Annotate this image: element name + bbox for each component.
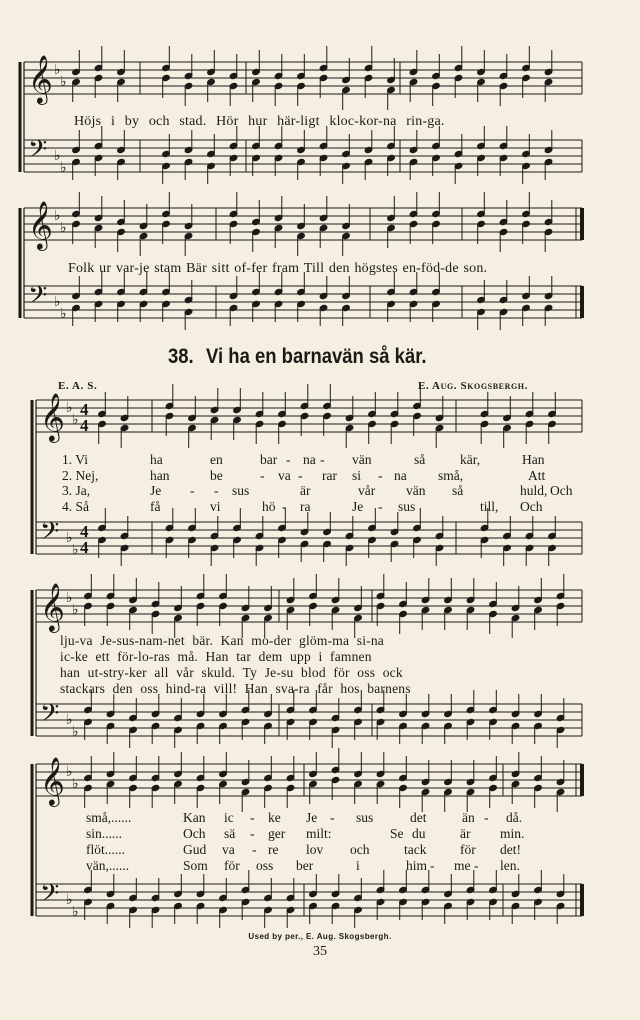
lyric-syllable: för [224, 858, 240, 873]
lyric-syllable: - [430, 858, 435, 873]
lyric-syllable: vi [210, 498, 221, 514]
time-signature: 4 [80, 400, 89, 419]
flat-icon: ♭ [72, 905, 79, 920]
lyric-syllable: Kan [183, 810, 206, 825]
lyric-syllable: för [460, 842, 476, 857]
lyric-syllable: - [250, 810, 255, 825]
treble-clef-icon: 𝄞 [28, 200, 53, 249]
lyric-syllable: så [452, 483, 464, 498]
lyric-syllable: Se [390, 826, 404, 841]
lyric-syllable: en [210, 452, 223, 467]
flat-icon: ♭ [54, 209, 61, 224]
system-1-r1-verse-1 [0, 452, 640, 468]
system-1-r2-verse-1 [0, 468, 640, 484]
lyric-syllable: till, [480, 498, 499, 514]
flat-icon: ♭ [66, 401, 73, 416]
composer-credit: E. Aug. Skogsbergh. [418, 380, 528, 392]
treble-clef-icon: 𝄞 [28, 54, 53, 103]
lyric-syllable: små, [438, 467, 464, 483]
flat-icon: ♭ [60, 307, 67, 322]
lyric-syllable: - [330, 810, 335, 825]
lyric-syllable: 3. Ja, [62, 483, 91, 498]
lyric-syllable: ra [300, 498, 311, 514]
lyric-syllable: sä [224, 826, 236, 841]
flat-icon: ♭ [60, 161, 67, 176]
lyric-syllable: vår [358, 483, 376, 498]
lyric-syllable: - [190, 483, 195, 498]
hymn-title-text: Vi ha en barnavän så kär. [206, 345, 427, 368]
lyric-syllable: - [282, 498, 287, 514]
system-3-verse-3 [0, 842, 640, 858]
flat-icon: ♭ [72, 725, 79, 740]
lyric-syllable: - [214, 483, 219, 498]
lyric-syllable: va [278, 467, 291, 483]
time-signature: 4 [80, 416, 89, 435]
flat-icon: ♭ [60, 75, 67, 90]
lyric-syllable: - [378, 467, 383, 483]
lyric-syllable: kär, [460, 452, 481, 467]
system-3-verse-2 [0, 826, 640, 842]
lyric-syllable: ger [268, 826, 286, 841]
lyric-syllable: - [250, 826, 255, 841]
lyric-syllable: len. [500, 858, 520, 873]
flat-icon: ♭ [66, 893, 73, 908]
bass-clef-icon: 𝄢 [40, 699, 60, 734]
lyric-syllable: Att [528, 467, 546, 483]
system-3-verse-4 [0, 858, 640, 874]
treble-clef-icon: 𝄞 [40, 392, 65, 441]
lyric-syllable: är [460, 826, 471, 841]
footer-credit: Used by per., E. Aug. Skogsbergh. [248, 932, 392, 941]
lyric-syllable: tack [404, 842, 427, 857]
lyric-syllable: bar [260, 452, 278, 467]
flat-icon: ♭ [72, 603, 79, 618]
lyric-syllable: be [210, 467, 223, 483]
lyric-syllable: Och [550, 483, 573, 498]
page-number: 35 [313, 944, 327, 959]
treble-clef-icon: 𝄞 [40, 756, 65, 805]
lyric-syllable: - [320, 452, 325, 467]
lyric-syllable: du [412, 826, 426, 841]
treble-clef-icon: 𝄞 [40, 582, 65, 631]
lyric-syllable: Je [306, 810, 318, 825]
author-credit: E. A. S. [58, 380, 98, 392]
time-signature: 4 [80, 522, 89, 541]
system-2-verse-4: stackars den oss hind-ra vill! Han sva-ra får hos barnens [60, 681, 411, 696]
lyric-syllable: ber [296, 858, 314, 873]
lyric-syllable: sus [398, 498, 416, 514]
lyric-syllable: flöt...... [86, 842, 125, 857]
lyric-syllable: sus [232, 483, 250, 498]
lyric-syllable: Je [150, 483, 162, 498]
hymn-title [168, 345, 427, 369]
lyric-syllable: sin...... [86, 826, 123, 841]
prev-hymn-lyric-line-1: Höjs i by och stad. Hör hur här-ligt kloc-kor-na rin-ga. [74, 114, 445, 129]
lyric-syllable: vän [406, 483, 426, 498]
lyric-syllable: huld, [520, 483, 548, 498]
lyric-syllable: Je [352, 498, 364, 514]
flat-icon: ♭ [54, 63, 61, 78]
lyric-syllable: Som [183, 858, 208, 873]
lyric-syllable: vän,...... [86, 858, 130, 873]
time-signature: 4 [80, 538, 89, 557]
flat-icon: ♭ [54, 295, 61, 310]
bass-clef-icon: 𝄢 [40, 517, 60, 552]
lyric-syllable: 1. Vi [62, 452, 88, 467]
lyric-syllable: Gud [183, 842, 207, 857]
flat-icon: ♭ [66, 713, 73, 728]
lyric-syllable: me [454, 858, 471, 873]
lyric-syllable: oss [256, 858, 274, 873]
system-2-verse-2: ic-ke ett för-lo-ras må. Han tar dem upp i famnen [60, 649, 372, 664]
flat-icon: ♭ [72, 777, 79, 792]
lyric-syllable: 2. Nej, [62, 467, 99, 483]
lyric-syllable: na [394, 467, 407, 483]
lyric-syllable: - [286, 452, 291, 467]
flat-icon: ♭ [66, 531, 73, 546]
lyric-syllable: är [300, 483, 311, 498]
lyric-syllable: ic [224, 810, 234, 825]
system-2-verse-1: lju-va Je-sus-nam-net bär. Kan mo-der glöm-ma si-na [60, 633, 384, 648]
flat-icon: ♭ [72, 413, 79, 428]
prev-hymn-lyric-line-2: Folk ur var-je stam Bär sitt of-fer fram Till den högstes en-föd-de son. [68, 261, 488, 276]
lyric-syllable: - [252, 842, 257, 857]
system-3-verse-1 [0, 810, 640, 826]
lyric-syllable: milt: [306, 826, 332, 841]
lyric-syllable: - [260, 467, 265, 483]
lyric-syllable: - [474, 858, 479, 873]
lyric-syllable: det! [500, 842, 521, 857]
flat-icon: ♭ [72, 543, 79, 558]
lyric-syllable: han [150, 467, 170, 483]
lyric-syllable: Han [522, 452, 545, 467]
lyric-syllable: ke [268, 810, 281, 825]
system-1-r3-verse-1 [0, 483, 640, 499]
lyric-syllable: sus [356, 810, 374, 825]
lyric-syllable: na [303, 452, 316, 467]
flat-icon: ♭ [66, 765, 73, 780]
hymn-number: 38. [168, 345, 194, 368]
lyric-syllable: än [462, 810, 475, 825]
system-1-r4-verse-1 [0, 499, 640, 515]
lyric-syllable: vän [352, 452, 372, 467]
bass-clef-icon: 𝄢 [28, 135, 48, 170]
lyric-syllable: - [298, 467, 303, 483]
flat-icon: ♭ [60, 221, 67, 236]
lyric-syllable: re [268, 842, 279, 857]
lyric-syllable: 4. Så [62, 498, 89, 514]
lyric-syllable: och [350, 842, 370, 857]
lyric-syllable: få [150, 498, 161, 514]
lyric-syllable: rar [322, 467, 337, 483]
flat-icon: ♭ [66, 591, 73, 606]
lyric-syllable: ha [150, 452, 163, 467]
lyric-syllable: va [222, 842, 235, 857]
lyric-syllable: lov [306, 842, 324, 857]
lyric-syllable: i [356, 858, 360, 873]
lyric-syllable: - [484, 810, 489, 825]
lyric-syllable: him [406, 858, 428, 873]
lyric-syllable: hö [262, 498, 276, 514]
flat-icon: ♭ [54, 149, 61, 164]
lyric-syllable: små,...... [86, 810, 132, 825]
bass-clef-icon: 𝄢 [40, 879, 60, 914]
lyric-syllable: det [410, 810, 427, 825]
lyric-syllable: då. [506, 810, 523, 825]
lyric-syllable: Och [520, 498, 543, 514]
bass-clef-icon: 𝄢 [28, 281, 48, 316]
lyric-syllable: min. [500, 826, 525, 841]
system-2-verse-3: han ut-stry-ker all vår skuld. Ty Je-su blod för oss ock [60, 665, 403, 680]
lyric-syllable: så [414, 452, 426, 467]
lyric-syllable: si [352, 467, 362, 483]
lyric-syllable: - [378, 498, 383, 514]
lyric-syllable: Och [183, 826, 206, 841]
